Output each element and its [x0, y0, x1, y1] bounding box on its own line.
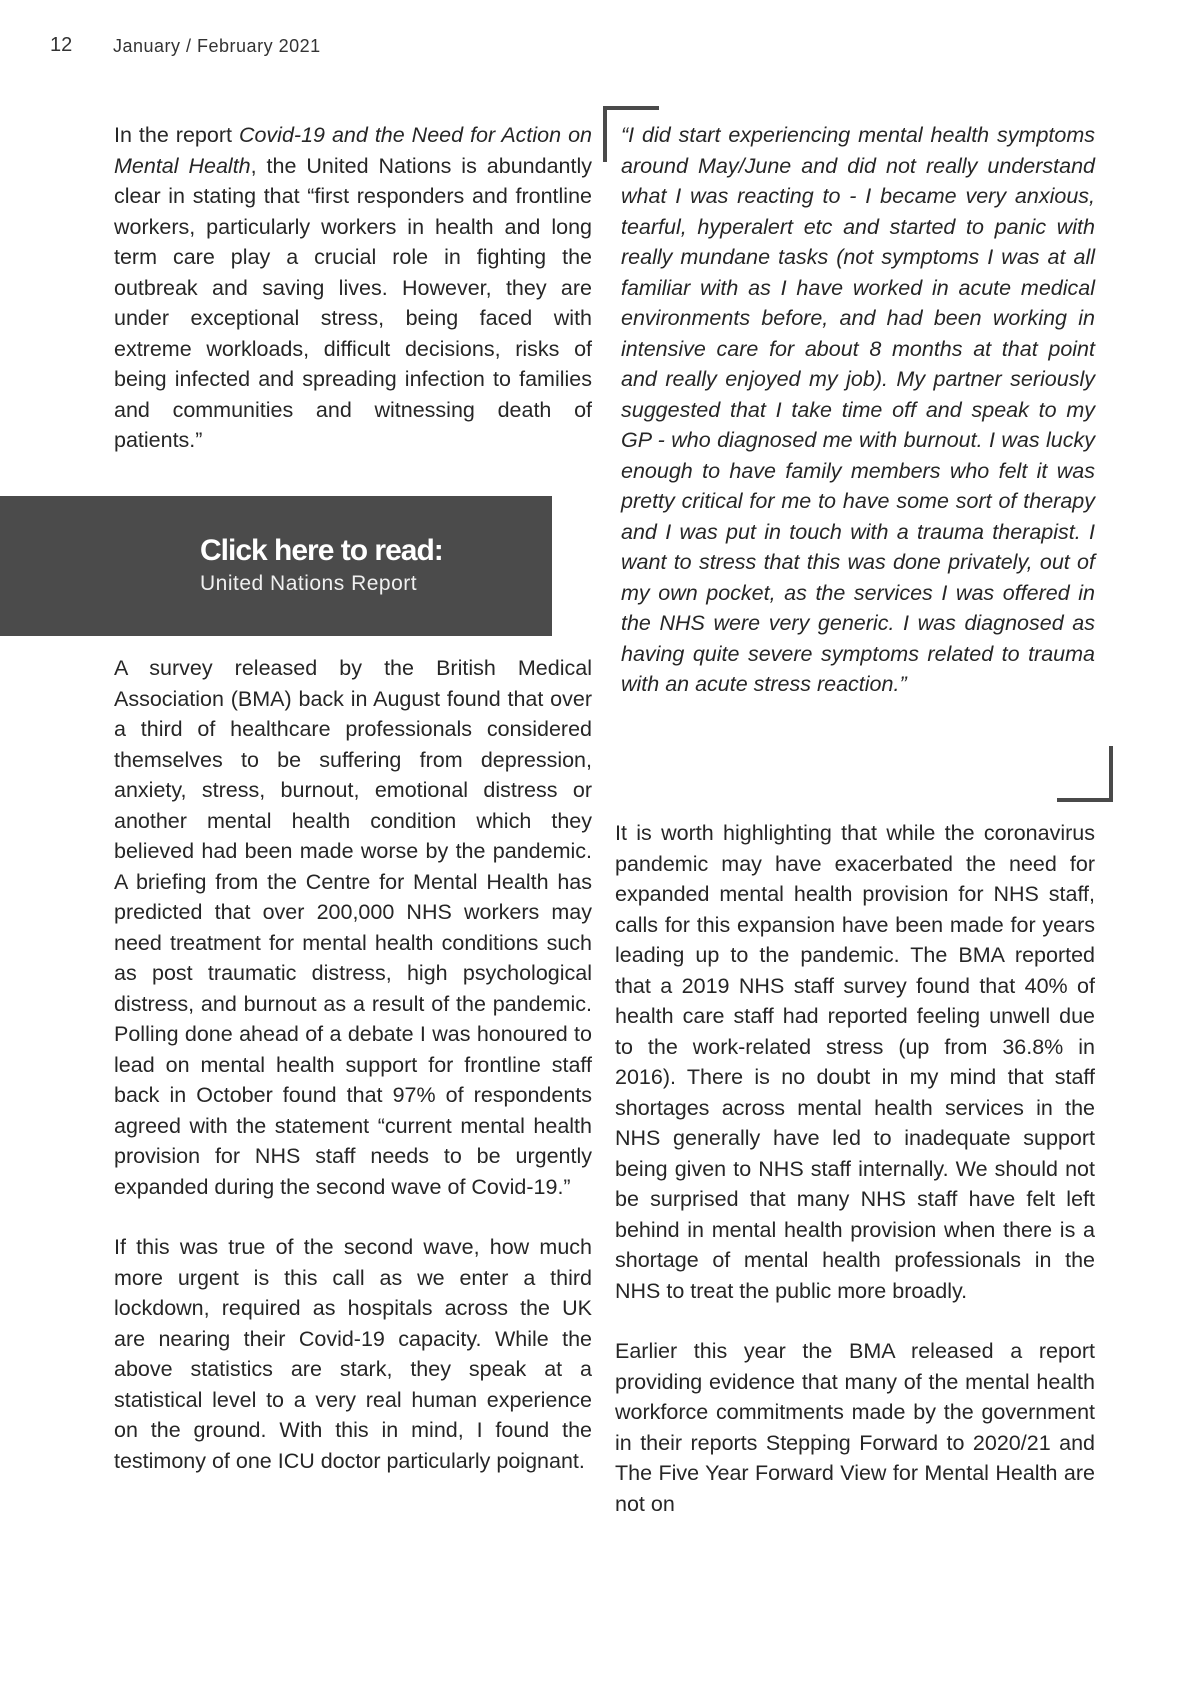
- quote-bracket-bottom: [1057, 746, 1113, 802]
- issue-date: January / February 2021: [113, 36, 321, 56]
- intro-column: [114, 120, 592, 486]
- report-title: Covid-19 and the Need for Action on Mental Health: [114, 123, 592, 178]
- intro-paragraph: [114, 120, 592, 456]
- bma-survey-paragraph: A survey released by the British Medical Association (BMA) back in August found that over a third of healthcare professionals considered themselves to be suffering from depression, anxiety, stress, burnout, emotional distress or another mental health condition which they believed had been made worse by the pandemic. A briefing from the Centre for Mental Health has predicted that over 200,000 NHS workers may need treatment for mental health conditions such as post traumatic distress, high psychological distress, and burnout as a result of the pandemic. Polling done ahead of a debate I was honoured to lead on mental health support for frontline staff back in October found that 97% of respondents agreed with the statement “current mental health provision for NHS staff needs to be urgently expanded during the second wave of Covid-19.”: [114, 656, 592, 1199]
- page-number: 12: [50, 34, 73, 56]
- earlier-report-paragraph: Earlier this year the BMA released a report providing evidence that many of the mental health workforce commitments made by the government in their reports Stepping Forward to 2020/21 and The Five Year Forward View for Mental Health are not on: [615, 1339, 1095, 1516]
- right-body-column: [615, 818, 1095, 1549]
- cta-title: Click here to read:: [200, 534, 443, 567]
- left-body-column: [114, 653, 592, 1506]
- un-report-link-button[interactable]: [0, 496, 552, 636]
- intro-rest: , the United Nations is abundantly clear in stating that “first responders and frontline workers, particularly workers in health and long term care play a crucial role in fighting the outbreak and saving lives. However, they are under exceptional stress, being faced with extreme workloads, difficult decisions, risks of being infected and spreading infection to families and communities and witnessing death of patients.”: [114, 153, 592, 452]
- pull-quote-text: “I did start experiencing mental health symptoms around May/June and did not really understand what I was reacting to - I became very anxious, tearful, hyperalert etc and started to panic with really mundane tasks (not symptoms I was at all familiar with as I have worked in acute medical environments before, and had been working in intensive care for about 8 months at that point and really enjoyed my job). My partner seriously suggested that I take time off and speak to my GP - who diagnosed me with burnout. I was lucky enough to have family members who felt it was pretty critical for me to have some sort of therapy and I was put in touch with a trauma therapist. I want to stress that this was done privately, out of my own pocket, as the services I was offered in the NHS were very generic. I was diagnosed as having quite severe symptoms related to trauma with an acute stress reaction.”: [621, 123, 1095, 696]
- second-wave-paragraph: If this was true of the second wave, how much more urgent is this call as we enter a third lockdown, required as hospitals across the UK are nearing their Covid-19 capacity. While the above statistics are stark, they speak at a statistical level to a very real human experience on the ground. With this in mind, I found the testimony of one ICU doctor particularly poignant.: [114, 1235, 592, 1473]
- intro-lead: In the report: [114, 123, 239, 147]
- pull-quote: [621, 120, 1095, 730]
- highlight-paragraph: It is worth highlighting that while the coronavirus pandemic may have exacerbated the need for expanded mental health provision for NHS staff, calls for this expansion have been made for years leading up to the pandemic. The BMA reported that a 2019 NHS staff survey found that 40% of health care staff had reported feeling unwell due to the work-related stress (up from 36.8% in 2016). There is no doubt in my mind that staff shortages across mental health services in the NHS generally have led to inadequate support being given to NHS staff internally. We should not be surprised that many NHS staff have felt left behind in mental health provision when there is a shortage of mental health professionals in the NHS to treat the public more broadly.: [615, 821, 1095, 1303]
- cta-subtitle: United Nations Report: [200, 572, 418, 595]
